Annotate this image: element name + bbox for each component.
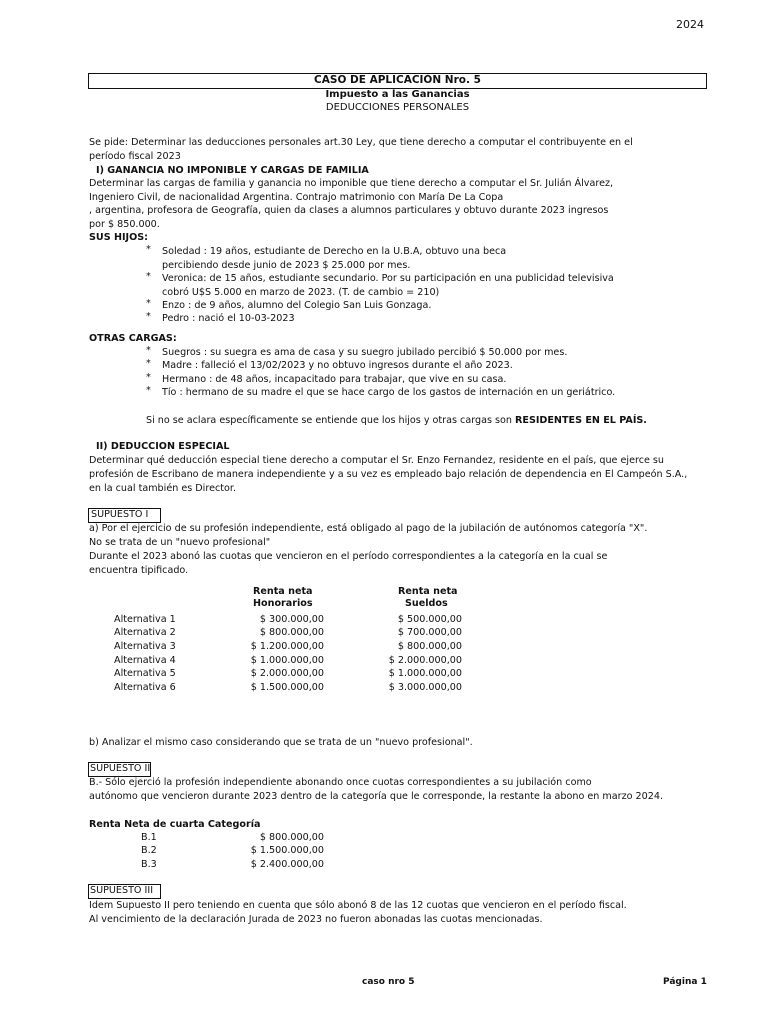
bullet-marker: * [146, 345, 151, 356]
bullet-marker: * [146, 385, 151, 396]
paragraph-line: a) Por el ejercicio de su profesión independiente, está obligado al pago de la jubilación de autónomos categoría "X". [89, 523, 648, 534]
table-row-label: B.2 [141, 845, 157, 856]
table-cell: $ 800.000,00 [259, 832, 324, 843]
table-cell: $ 2.000.000,00 [388, 655, 462, 666]
list-item: Hermano : de 48 años, incapacitado para trabajar, que vive en su casa. [162, 374, 507, 385]
paragraph-line: autónomo que vencieron durante 2023 dentro de la categoría que le corresponde, la restante la abono en marzo 2024. [89, 791, 663, 802]
table-cell: $ 2.000.000,00 [250, 668, 324, 679]
intro-line: Se pide: Determinar las deducciones personales art.30 Ley, que tiene derecho a computar el contribuyente en el [89, 137, 633, 148]
table-row-label: B.3 [141, 859, 157, 870]
paragraph-line: profesión de Escribano de manera independiente y a su vez es empleado bajo relación de dependencia en El Campeón S.A., [89, 469, 688, 480]
table-cell: $ 500.000,00 [397, 614, 462, 625]
table-row-label: Alternativa 5 [114, 668, 176, 679]
bullet-marker: * [146, 358, 151, 369]
hijos-heading: SUS HIJOS: [89, 232, 149, 243]
table-cell: $ 1.200.000,00 [250, 641, 324, 652]
paragraph-line: Idem Supuesto II pero teniendo en cuenta que sólo abonó 8 de las 12 cuotas que vencieron en el período fiscal. [89, 900, 627, 911]
paragraph-line: Durante el 2023 abonó las cuotas que vencieron en el período correspondientes a la categoría en la cual se [89, 551, 608, 562]
table-cell: $ 1.500.000,00 [250, 845, 324, 856]
table-cell: $ 300.000,00 [259, 614, 324, 625]
column-header: Honorarios [253, 598, 313, 609]
table-cell: $ 1.500.000,00 [250, 682, 324, 693]
otras-heading: OTRAS CARGAS: [89, 333, 177, 344]
page-number: Página 1 [663, 977, 707, 987]
bullet-marker: * [146, 372, 151, 383]
table-heading: Renta Neta de cuarta Categoría [89, 819, 261, 830]
table-row-label: Alternativa 2 [114, 627, 176, 638]
table-row-label: Alternativa 3 [114, 641, 176, 652]
paragraph-line: encuentra tipificado. [89, 565, 189, 576]
table-row-label: Alternativa 6 [114, 682, 176, 693]
residence-note [146, 415, 647, 426]
paragraph-line: Determinar las cargas de familia y ganancia no imponible que tiene derecho a computar el Sr. Julián Álvarez, [89, 178, 614, 189]
paragraph-line: No se trata de un "nuevo profesional" [89, 537, 271, 548]
paragraph-line: Determinar qué deducción especial tiene derecho a computar el Sr. Enzo Fernandez, residente en el país, que ejerce su [89, 455, 665, 466]
residence-note-text: Si no se aclara específicamente se entiende que los hijos y otras cargas son [146, 415, 515, 426]
paragraph-line: por $ 850.000. [89, 219, 160, 230]
list-item: cobró U$S 5.000 en marzo de 2023. (T. de cambio = 210) [162, 287, 440, 298]
supuesto-label: SUPUESTO II [90, 763, 151, 774]
intro-line: período fiscal 2023 [89, 151, 181, 162]
table-cell: $ 1.000.000,00 [250, 655, 324, 666]
bullet-marker: * [146, 298, 151, 309]
paragraph-line: Al vencimiento de la declaración Jurada de 2023 no fueron abonadas las cuotas mencionadas. [89, 914, 543, 925]
residence-note-bold: RESIDENTES EN EL PAÍS. [515, 415, 647, 426]
column-header: Renta neta [398, 586, 458, 597]
list-item: Soledad : 19 años, estudiante de Derecho en la U.B.A, obtuvo una beca [162, 246, 507, 257]
paragraph-line: Ingeniero Civil, de nacionalidad Argentina. Contrajo matrimonio con María De La Copa [89, 192, 504, 203]
bullet-marker: * [146, 311, 151, 322]
section-heading: II) DEDUCCION ESPECIAL [96, 441, 230, 452]
table-row-label: B.1 [141, 832, 157, 843]
list-item: percibiendo desde junio de 2023 $ 25.000 por mes. [162, 260, 411, 271]
column-header: Renta neta [253, 586, 313, 597]
list-item: Tío : hermano de su madre el que se hace cargo de los gastos de internación en un geriátrico. [162, 387, 616, 398]
supuesto-label: SUPUESTO III [90, 885, 154, 896]
supuesto-label: SUPUESTO I [91, 509, 149, 520]
list-item: Pedro : nació el 10-03-2023 [162, 313, 295, 324]
bullet-marker: * [146, 244, 151, 255]
column-header: Sueldos [405, 598, 448, 609]
list-item: Madre : falleció el 13/02/2023 y no obtuvo ingresos durante el año 2023. [162, 360, 513, 371]
list-item: Enzo : de 9 años, alumno del Colegio San Luis Gonzaga. [162, 300, 432, 311]
section-heading: I) GANANCIA NO IMPONIBLE Y CARGAS DE FAMILIA [96, 165, 369, 176]
table-cell: $ 700.000,00 [397, 627, 462, 638]
table-cell: $ 2.400.000,00 [250, 859, 324, 870]
table-cell: $ 800.000,00 [397, 641, 462, 652]
table-row-label: Alternativa 4 [114, 655, 176, 666]
paragraph-line: en la cual también es Director. [89, 483, 237, 494]
table-cell: $ 3.000.000,00 [388, 682, 462, 693]
bullet-marker: * [146, 271, 151, 282]
paragraph-line: , argentina, profesora de Geografía, quien da clases a alumnos particulares y obtuvo durante 2023 ingresos [89, 205, 609, 216]
page-title: CASO DE APLICACIÓN Nro. 5 [314, 74, 481, 86]
page-subtitle-2: DEDUCCIONES PERSONALES [325, 102, 470, 113]
list-item: Veronica: de 15 años, estudiante secundario. Por su participación en una publicidad televisiva [162, 273, 614, 284]
paragraph-line: b) Analizar el mismo caso considerando que se trata de un "nuevo profesional". [89, 737, 473, 748]
page-subtitle: Impuesto a las Ganancias [325, 89, 470, 100]
footer-center: caso nro 5 [362, 977, 415, 987]
table-row-label: Alternativa 1 [114, 614, 176, 625]
table-cell: $ 1.000.000,00 [388, 668, 462, 679]
table-cell: $ 800.000,00 [259, 627, 324, 638]
list-item: Suegros : su suegra es ama de casa y su suegro jubilado percibió $ 50.000 por mes. [162, 347, 568, 358]
paragraph-line: B.- Sólo ejerció la profesión independiente abonando once cuotas correspondientes a su jubilación como [89, 777, 592, 788]
header-year: 2024 [676, 18, 704, 31]
